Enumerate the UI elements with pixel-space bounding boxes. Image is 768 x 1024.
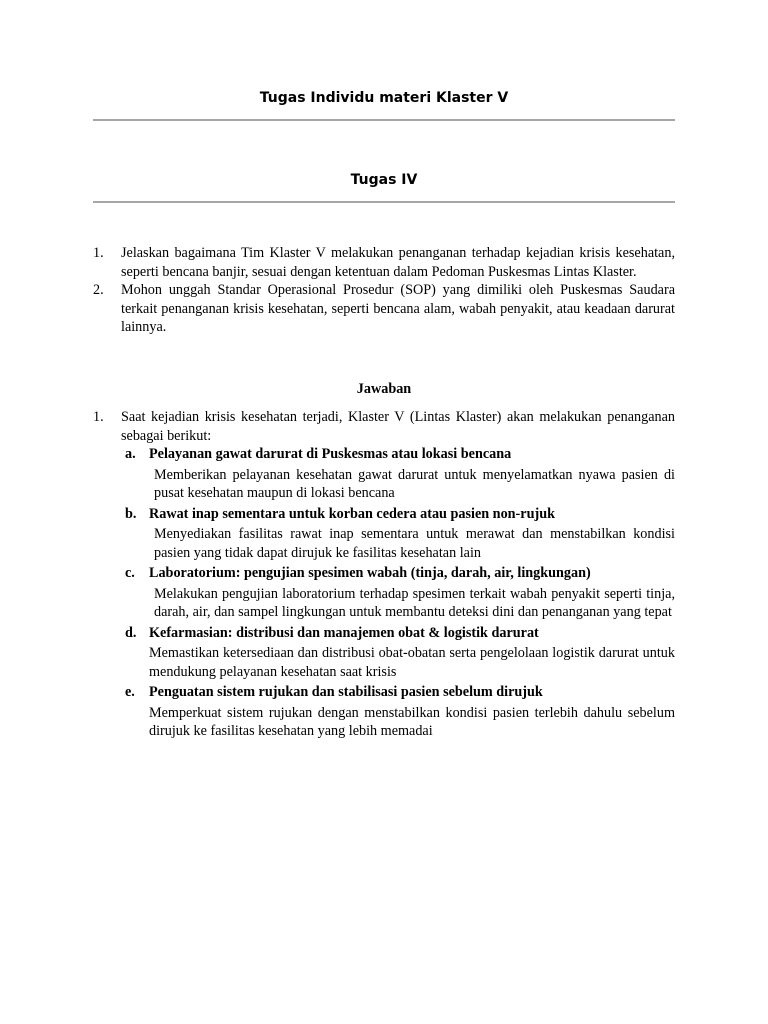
title-divider	[93, 119, 675, 121]
answer-subitem-b	[121, 505, 675, 563]
subitem-description: Memperkuat sistem rujukan dengan menstabilkan kondisi pasien terlebih dahulu sebelum dirujuk ke fasilitas kesehatan yang lebih memadai	[149, 704, 675, 739]
subitem-title: Kefarmasian: distribusi dan manajemen obat & logistik darurat	[149, 624, 539, 641]
document-subtitle: Tugas IV	[350, 172, 418, 188]
answer-subitem-a	[121, 445, 675, 503]
subitem-description: Melakukan pengujian laboratorium terhadap spesimen terkait wabah penyakit seperti tinja, darah, air, dan sampel lingkungan untuk membantu deteksi dini dan penanganan yang tepat	[154, 585, 675, 620]
answer-intro: Saat kejadian krisis kesehatan terjadi, Klaster V (Lintas Klaster) akan melakukan penanganan sebagai berikut:	[121, 409, 675, 444]
subitem-title: Rawat inap sementara untuk korban cedera atau pasien non-rujuk	[149, 505, 555, 522]
question-text: Jelaskan bagaimana Tim Klaster V melakukan penanganan terhadap kejadian krisis kesehatan, seperti bencana banjir, sesuai dengan ketentuan dalam Pedoman Puskesmas Lintas Klaster.	[121, 245, 675, 280]
answer-heading: Jawaban	[356, 381, 412, 397]
subitem-title: Pelayanan gawat darurat di Puskesmas atau lokasi bencana	[149, 446, 512, 462]
subitem-title: Penguatan sistem rujukan dan stabilisasi pasien sebelum dirujuk	[149, 684, 543, 700]
answer-list	[93, 408, 675, 743]
question-text: Mohon unggah Standar Operasional Prosedur (SOP) yang dimiliki oleh Puskesmas Saudara terkait penanganan krisis kesehatan, seperti bencana alam, wabah penyakit, atau keadaan darurat lainnya.	[121, 282, 675, 335]
subitem-description: Memastikan ketersediaan dan distribusi obat-obatan serta pengelolaan logistik darurat untuk mendukung pelayanan kesehatan saat krisis	[149, 645, 675, 680]
question-item	[93, 244, 675, 281]
question-number: 2.	[93, 282, 104, 298]
subitem-letter: e.	[125, 684, 135, 700]
subtitle-divider	[93, 201, 675, 203]
document-title: Tugas Individu materi Klaster V	[259, 90, 509, 106]
question-item	[93, 281, 675, 337]
subitem-letter: c.	[125, 565, 135, 581]
answer-subitem-e	[121, 683, 675, 741]
subitem-letter: b.	[125, 505, 137, 522]
answer-sublist	[93, 445, 675, 741]
answer-item	[93, 408, 675, 445]
subitem-description: Memberikan pelayanan kesehatan gawat darurat untuk menyelamatkan nyawa pasien di pusat kesehatan maupun di lokasi bencana	[154, 466, 675, 501]
answer-number: 1.	[93, 409, 104, 425]
question-number: 1.	[93, 245, 104, 261]
subitem-letter: d.	[125, 624, 137, 641]
question-list	[93, 244, 675, 337]
subitem-title: Laboratorium: pengujian spesimen wabah (tinja, darah, air, lingkungan)	[149, 565, 591, 581]
answer-subitem-c	[121, 564, 675, 622]
subitem-letter: a.	[125, 446, 136, 462]
subitem-description: Menyediakan fasilitas rawat inap sementara untuk merawat dan menstabilkan kondisi pasien yang tidak dapat dirujuk ke fasilitas kesehatan lain	[154, 526, 675, 561]
answer-subitem-d	[121, 624, 675, 682]
